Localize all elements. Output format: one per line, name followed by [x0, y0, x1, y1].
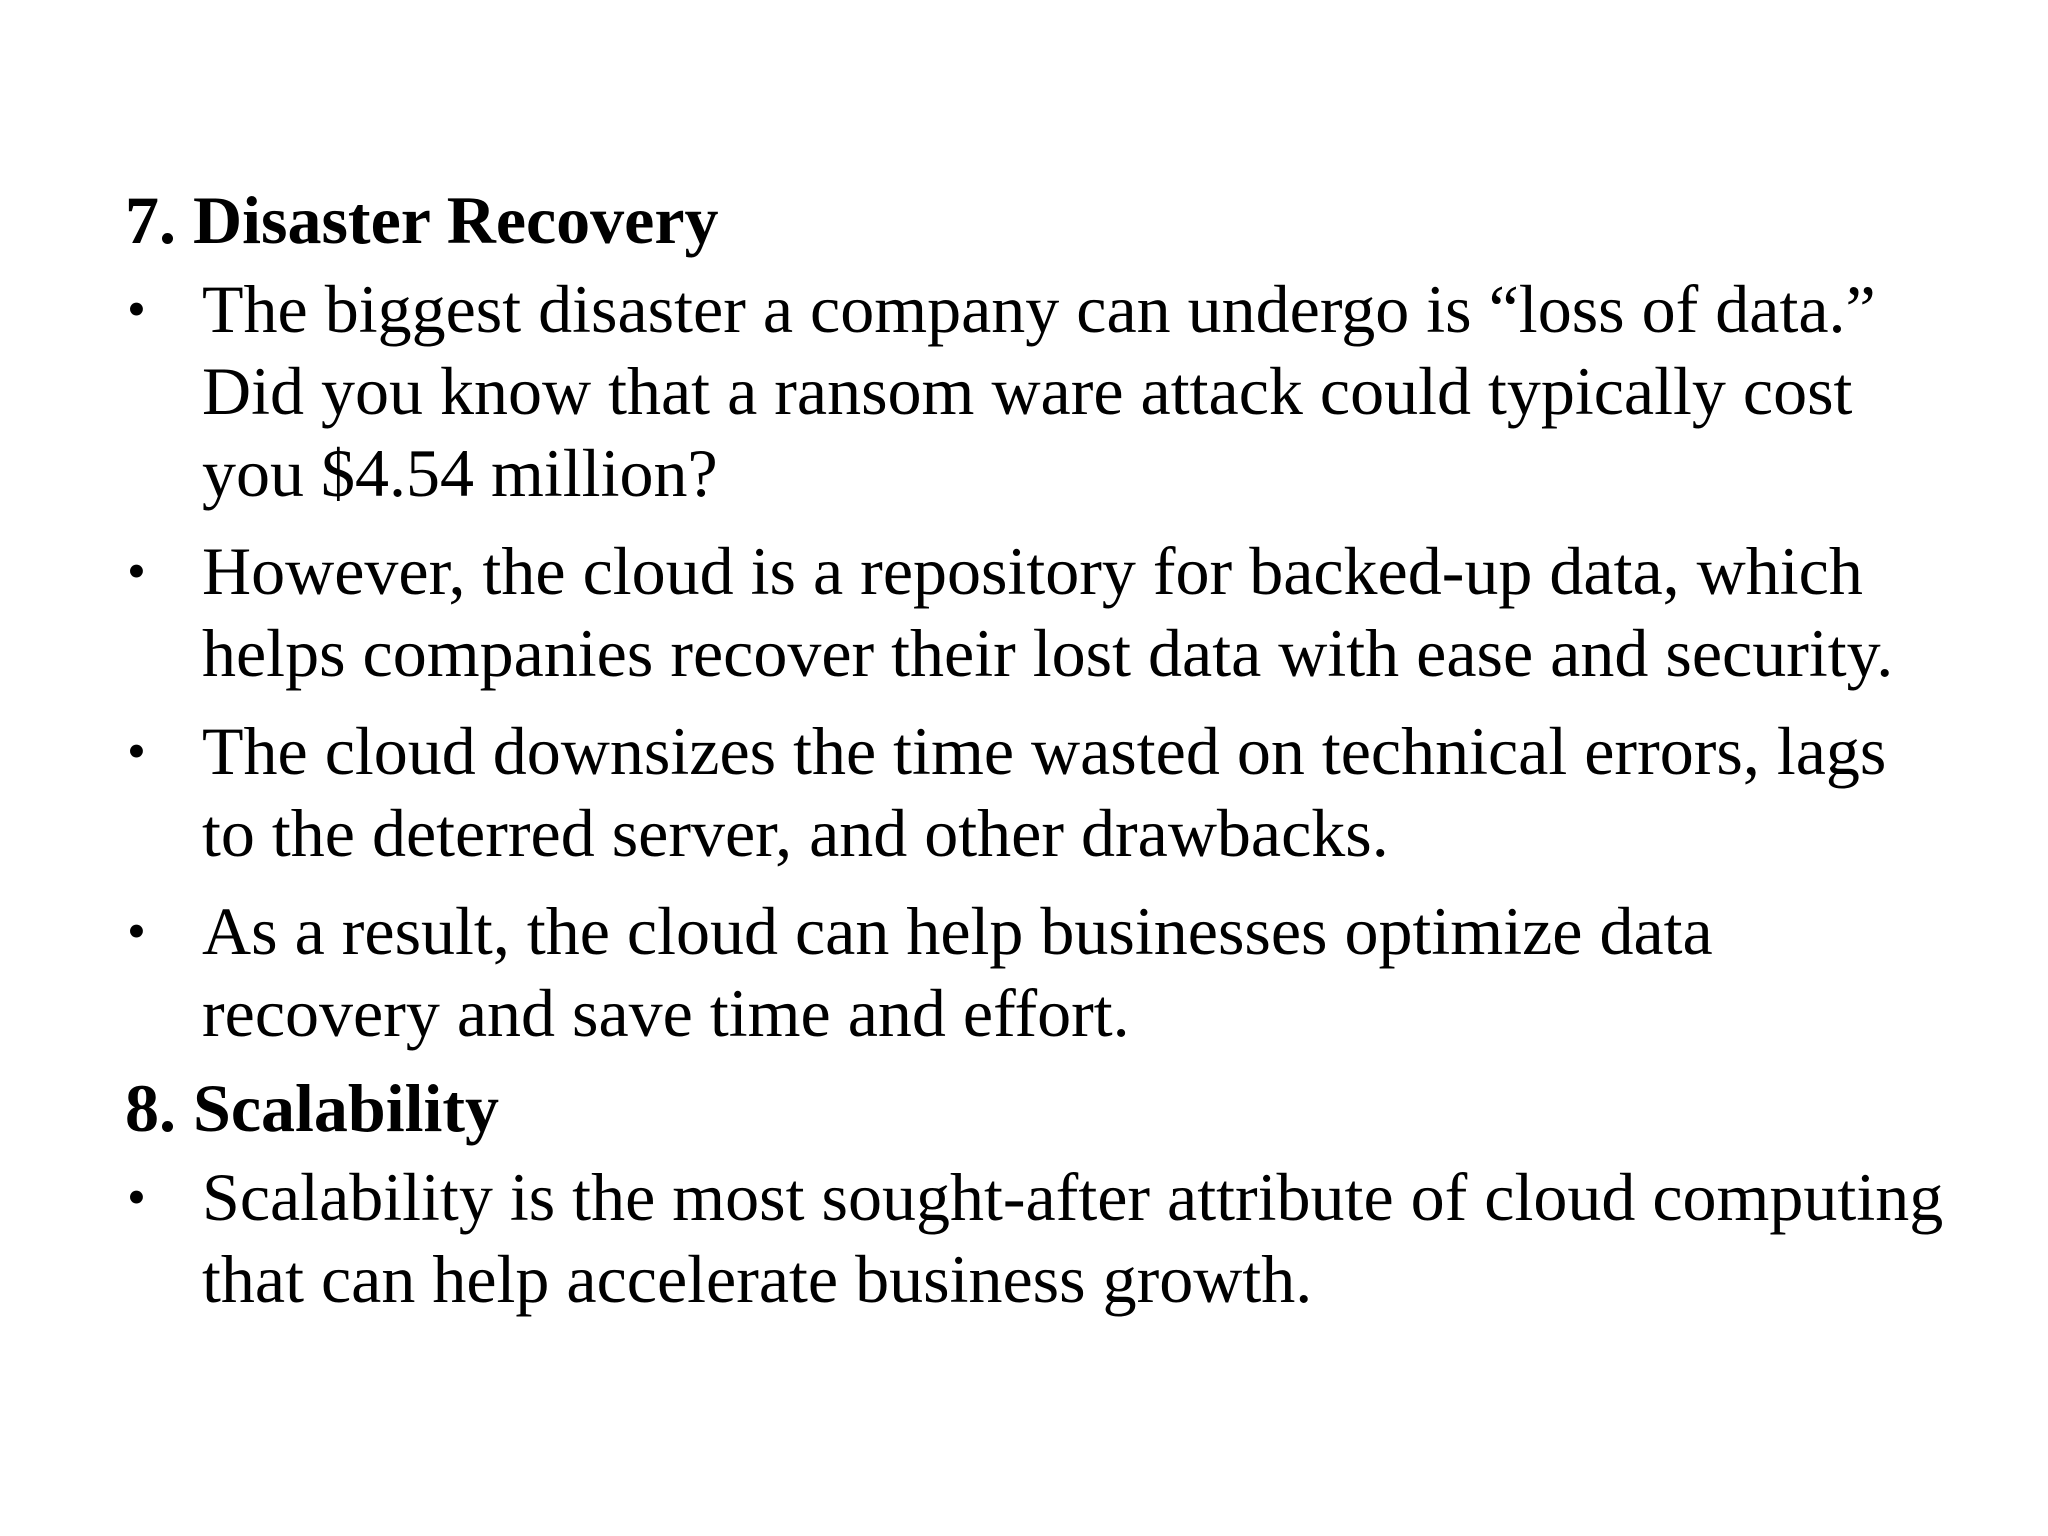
bullet-item: [125, 890, 2005, 1054]
bullet-icon: •: [127, 721, 146, 781]
bullet-icon: •: [127, 541, 146, 601]
bullet-line: helps companies recover their lost data with ease and security.: [202, 615, 1894, 691]
bullet-line: you $4.54 million?: [202, 435, 718, 511]
bullet-list-scalability: [125, 1156, 2005, 1320]
bullet-line: However, the cloud is a repository for backed-up data, which: [202, 533, 1863, 609]
bullet-item: [125, 268, 2005, 514]
section-heading-disaster-recovery: 7. Disaster Recovery: [125, 182, 719, 258]
slide-content: [125, 180, 2005, 1336]
bullet-line: recovery and save time and effort.: [202, 975, 1130, 1051]
bullet-line: to the deterred server, and other drawbacks.: [202, 795, 1389, 871]
bullet-icon: •: [127, 901, 146, 961]
bullet-icon: •: [127, 279, 146, 339]
bullet-line: The biggest disaster a company can undergo is “loss of data.”: [202, 271, 1876, 347]
bullet-line: Scalability is the most sought-after attribute of cloud computing: [202, 1159, 1944, 1235]
bullet-list-disaster-recovery: [125, 268, 2005, 1054]
bullet-icon: •: [127, 1167, 146, 1227]
section-heading-scalability: 8. Scalability: [125, 1070, 500, 1146]
bullet-line: As a result, the cloud can help businesses optimize data: [202, 893, 1713, 969]
bullet-item: [125, 1156, 2005, 1320]
bullet-line: The cloud downsizes the time wasted on technical errors, lags: [202, 713, 1887, 789]
bullet-line: that can help accelerate business growth.: [202, 1241, 1313, 1317]
bullet-item: [125, 530, 2005, 694]
bullet-line: Did you know that a ransom ware attack could typically cost: [202, 353, 1853, 429]
bullet-item: [125, 710, 2005, 874]
